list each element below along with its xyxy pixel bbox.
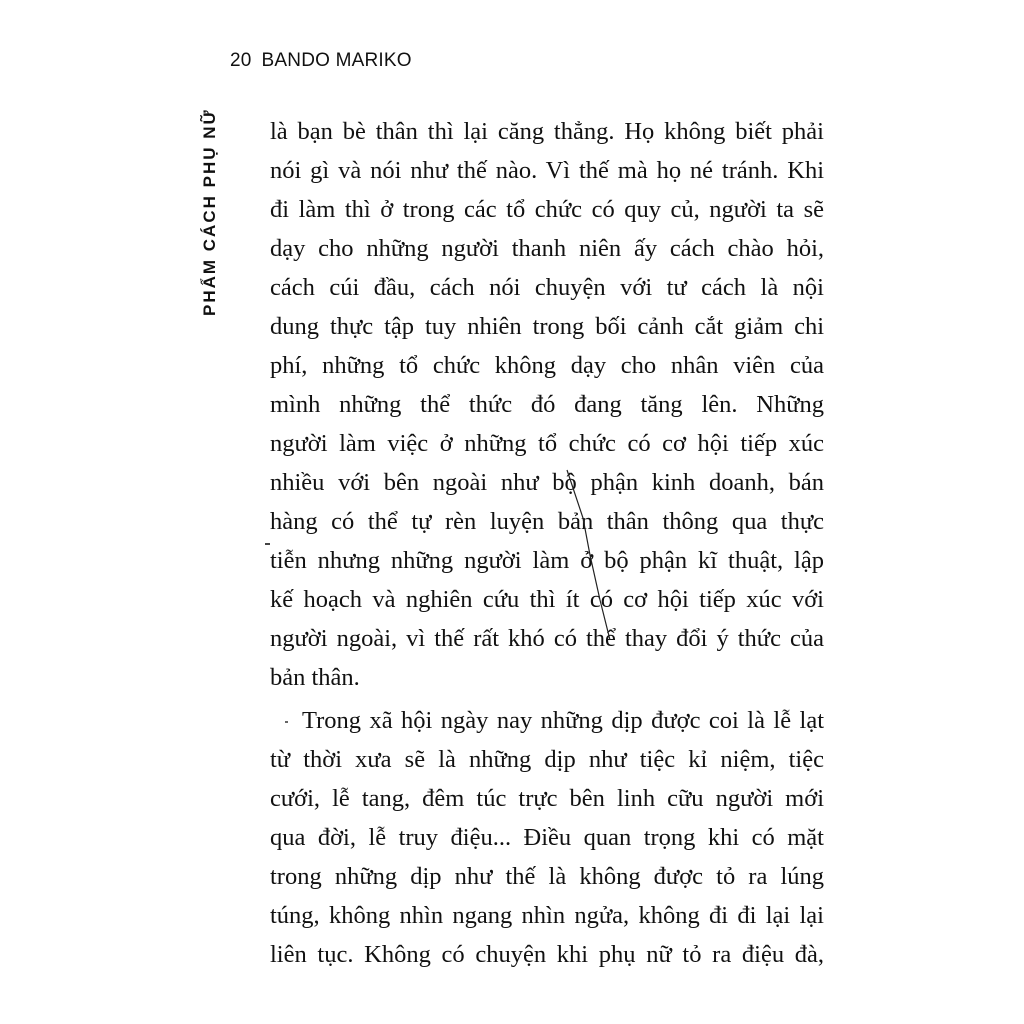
body-line: trong những dịp như thế là không được tỏ ra lúng xyxy=(270,863,824,890)
body-line: cưới, lễ tang, đêm túc trực bên linh cữu người mới xyxy=(270,785,824,812)
body-line: liên tục. Không có chuyện khi phụ nữ tỏ ra điệu đà, xyxy=(270,941,824,968)
body-line: nhiều với bên ngoài như bộ phận kinh doanh, bán xyxy=(270,469,824,496)
body-line: tiễn nhưng những người làm ở bộ phận kĩ thuật, lập xyxy=(270,547,824,574)
page-number: 20 xyxy=(230,50,252,71)
body-line: là bạn bè thân thì lại căng thẳng. Họ không biết phải xyxy=(270,118,824,145)
stray-ink-dot xyxy=(285,721,288,723)
body-line: cách cúi đầu, cách nói chuyện với tư cách là nội xyxy=(270,274,824,301)
body-line: người làm việc ở những tổ chức có cơ hội tiếp xúc xyxy=(270,430,824,457)
body-line-indented: Trong xã hội ngày nay những dịp được coi là lễ lạt xyxy=(302,707,824,734)
body-line: qua đời, lễ truy điệu... Điều quan trọng khi có mặt xyxy=(270,824,824,851)
body-line: phí, những tổ chức không dạy cho nhân viên của xyxy=(270,352,824,379)
body-line: dung thực tập tuy nhiên trong bối cảnh cắt giảm chi xyxy=(270,313,824,340)
body-line: túng, không nhìn ngang nhìn ngửa, không đi đi lại lại xyxy=(270,902,824,929)
body-line: đi làm thì ở trong các tổ chức có quy củ, người ta sẽ xyxy=(270,196,824,223)
stray-ink-mark xyxy=(265,543,270,545)
body-line: dạy cho những người thanh niên ấy cách chào hỏi, xyxy=(270,235,824,262)
body-line: hàng có thể tự rèn luyện bản thân thông qua thực xyxy=(270,508,824,535)
body-line-last: bản thân. xyxy=(270,664,360,691)
body-line: kế hoạch và nghiên cứu thì ít có cơ hội tiếp xúc với xyxy=(270,586,824,613)
body-line: từ thời xưa sẽ là những dịp như tiệc kỉ niệm, tiệc xyxy=(270,746,824,773)
body-line: người ngoài, vì thế rất khó có thể thay đổi ý thức của xyxy=(270,625,824,652)
book-title-vertical: PHẨM CÁCH PHỤ NỮ xyxy=(200,108,219,316)
author-name: BANDO MARIKO xyxy=(261,50,412,71)
body-line: nói gì và nói như thế nào. Vì thế mà họ né tránh. Khi xyxy=(270,157,824,184)
running-header xyxy=(230,50,412,72)
body-line: mình những thể thức đó đang tăng lên. Những xyxy=(270,391,824,418)
